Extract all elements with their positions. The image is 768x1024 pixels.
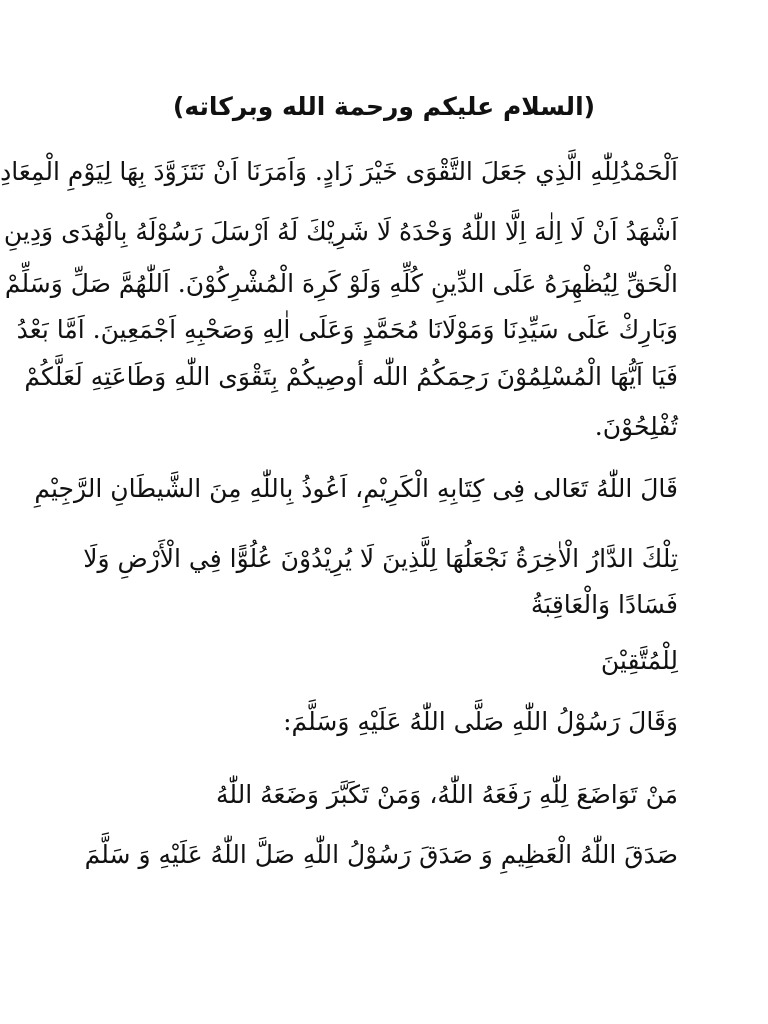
opening-line-6: تُفْلِحُوْنَ.	[594, 412, 678, 441]
opening-line-2: اَشْهَدُ اَنْ لَا اِلٰهَ اِلَّا اللّٰهُ وَحْدَهُ لَا شَرِيْكَ لَهُ اَرْسَلَ رَسُوْلَهُ بِالْهُدَى وَدِينِ	[3, 217, 678, 246]
closing-line: صَدَقَ اللّٰهُ الْعَظِيمِ وَ صَدَقَ رَسُوْلُ اللّٰهِ صَلَّ اللّٰهُ عَلَيْهِ وَ سَلَّمَ	[84, 840, 678, 869]
verse-line-2: فَسَادًا وَالْعَاقِبَةُ	[530, 590, 678, 619]
opening-line-4: وَبَارِكْ عَلَى سَيِّدِنَا وَمَوْلَانَا مُحَمَّدٍ وَعَلَى اٰلِهِ وَصَحْبِهِ اَجْمَعِينَ. اَمَّا بَعْدُ	[16, 315, 678, 344]
verse-line-1: تِلْكَ الدَّارُ الْاٰخِرَةُ نَجْعَلُهَا لِلَّذِينَ لَا يُرِيْدُوْنَ عُلُوًّا فِي الْأَرْضِ وَلَا	[83, 544, 678, 573]
hadith-text: مَنْ تَوَاضَعَ لِلّٰهِ رَفَعَهُ اللّٰهُ، وَمَنْ تَكَبَّرَ وَضَعَهُ اللّٰهُ	[215, 780, 678, 809]
opening-line-5: فَيَا اَيُّهَا الْمُسْلِمُوْنَ رَحِمَكُمُ اللّٰه أوصِيكُمْ بِتَقْوَى اللّٰهِ وَطَاعَتِهِ لَعَلَّكُمْ	[24, 362, 678, 391]
opening-line-1: اَلْحَمْدُلِلّٰهِ الَّذِي جَعَلَ التَّقْوَى خَيْرَ زَادٍ. وَاَمَرَنَا اَنْ نَتَزَوَّدَ بِهَا لِيَوْمِ الْمِعَادِ	[0, 157, 678, 186]
quran-intro: قَالَ اللّٰهُ تَعَالى فِى كِتَابِهِ الْكَرِيْمِ، اَعُوذُ بِاللّٰهِ مِنَ الشَّيطَانِ الرَّجِيْمِ	[34, 474, 678, 503]
verse-line-3: لِلْمُتَّقِيْنَ	[600, 646, 678, 675]
document-title: (السلام عليكم ورحمة الله وبركاته)	[172, 92, 596, 121]
opening-line-3: الْحَقِّ لِيُظْهِرَهُ عَلَى الدِّينِ كُلِّهِ وَلَوْ كَرِهَ الْمُشْرِكُوْنَ. اَللّٰهُمَّ صَلِّ وَسَلِّمْ	[4, 269, 678, 298]
hadith-intro: وَقَالَ رَسُوْلُ اللّٰهِ صَلَّى اللّٰهُ عَلَيْهِ وَسَلَّمَ:	[283, 707, 678, 736]
